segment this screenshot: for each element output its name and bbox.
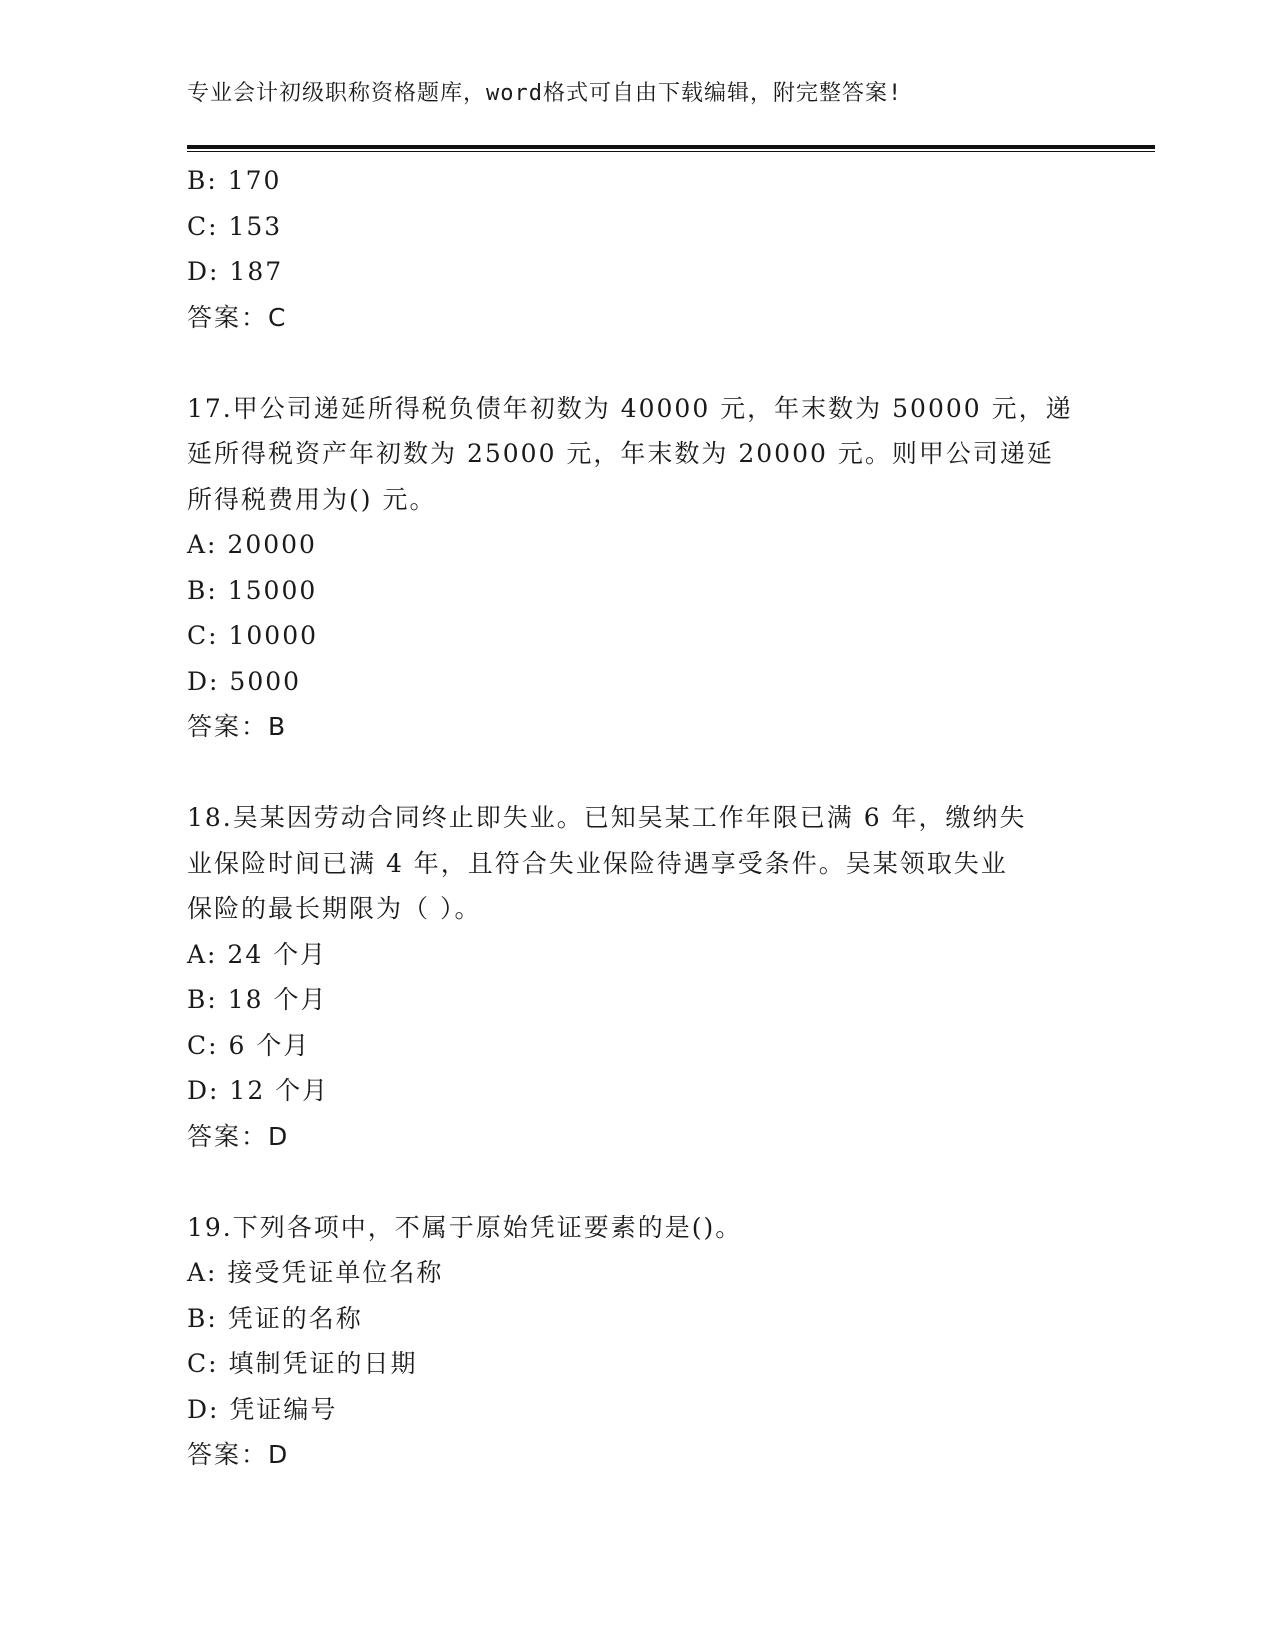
q16-answer: 答案：C xyxy=(187,302,288,332)
q19-option-d: D: 凭证编号 xyxy=(187,1394,338,1424)
q18-stem-line-1: 18.吴某因劳动合同终止即失业。已知吴某工作年限已满 6 年，缴纳失 xyxy=(187,803,1027,832)
q17-option-c: C: 10000 xyxy=(187,621,319,650)
q17-option-a: A: 20000 xyxy=(187,530,317,559)
q17-stem-line-2: 延所得税资产年初数为 25000 元，年末数为 20000 元。则甲公司递延 xyxy=(187,439,1054,468)
q16-option-d: D: 187 xyxy=(187,257,284,286)
q18-stem-line-2: 业保险时间已满 4 年，且符合失业保险待遇享受条件。吴某领取失业 xyxy=(187,848,1008,878)
q18-option-c: C: 6 个月 xyxy=(187,1030,311,1060)
q19-stem-line-1: 19.下列各项中，不属于原始凭证要素的是()。 xyxy=(187,1212,743,1242)
q18-stem-line-3: 保险的最长期限为（ ）。 xyxy=(187,894,482,923)
q18-option-a: A: 24 个月 xyxy=(187,939,328,969)
q17-stem-line-3: 所得税费用为() 元。 xyxy=(187,484,437,514)
q19-option-b: B: 凭证的名称 xyxy=(187,1303,363,1333)
q18-option-d: D: 12 个月 xyxy=(187,1076,330,1105)
q17-answer: 答案：B xyxy=(187,712,288,741)
spacer xyxy=(187,340,1087,386)
q17-option-d: D: 5000 xyxy=(187,666,302,696)
header-rule-thin xyxy=(187,151,1155,152)
spacer xyxy=(187,1159,1087,1205)
page-header: 专业会计初级职称资格题库，word格式可自由下载编辑，附完整答案! xyxy=(187,81,903,106)
question-content xyxy=(187,158,1087,1478)
q16-option-c: C: 153 xyxy=(187,211,283,241)
q17-stem-line-1: 17.甲公司递延所得税负债年初数为 40000 元，年末数为 50000 元，递 xyxy=(187,393,1073,423)
q17-option-b: B: 15000 xyxy=(187,575,318,605)
q19-option-a: A: 接受凭证单位名称 xyxy=(187,1258,444,1287)
q18-option-b: B: 18 个月 xyxy=(187,985,328,1014)
q19-option-c: C: 填制凭证的日期 xyxy=(187,1349,418,1378)
q16-option-b: B: 170 xyxy=(187,166,282,195)
header-rule-thick xyxy=(187,145,1155,149)
spacer xyxy=(187,750,1087,796)
q19-answer: 答案：D xyxy=(187,1440,290,1469)
q18-answer: 答案：D xyxy=(187,1121,290,1151)
